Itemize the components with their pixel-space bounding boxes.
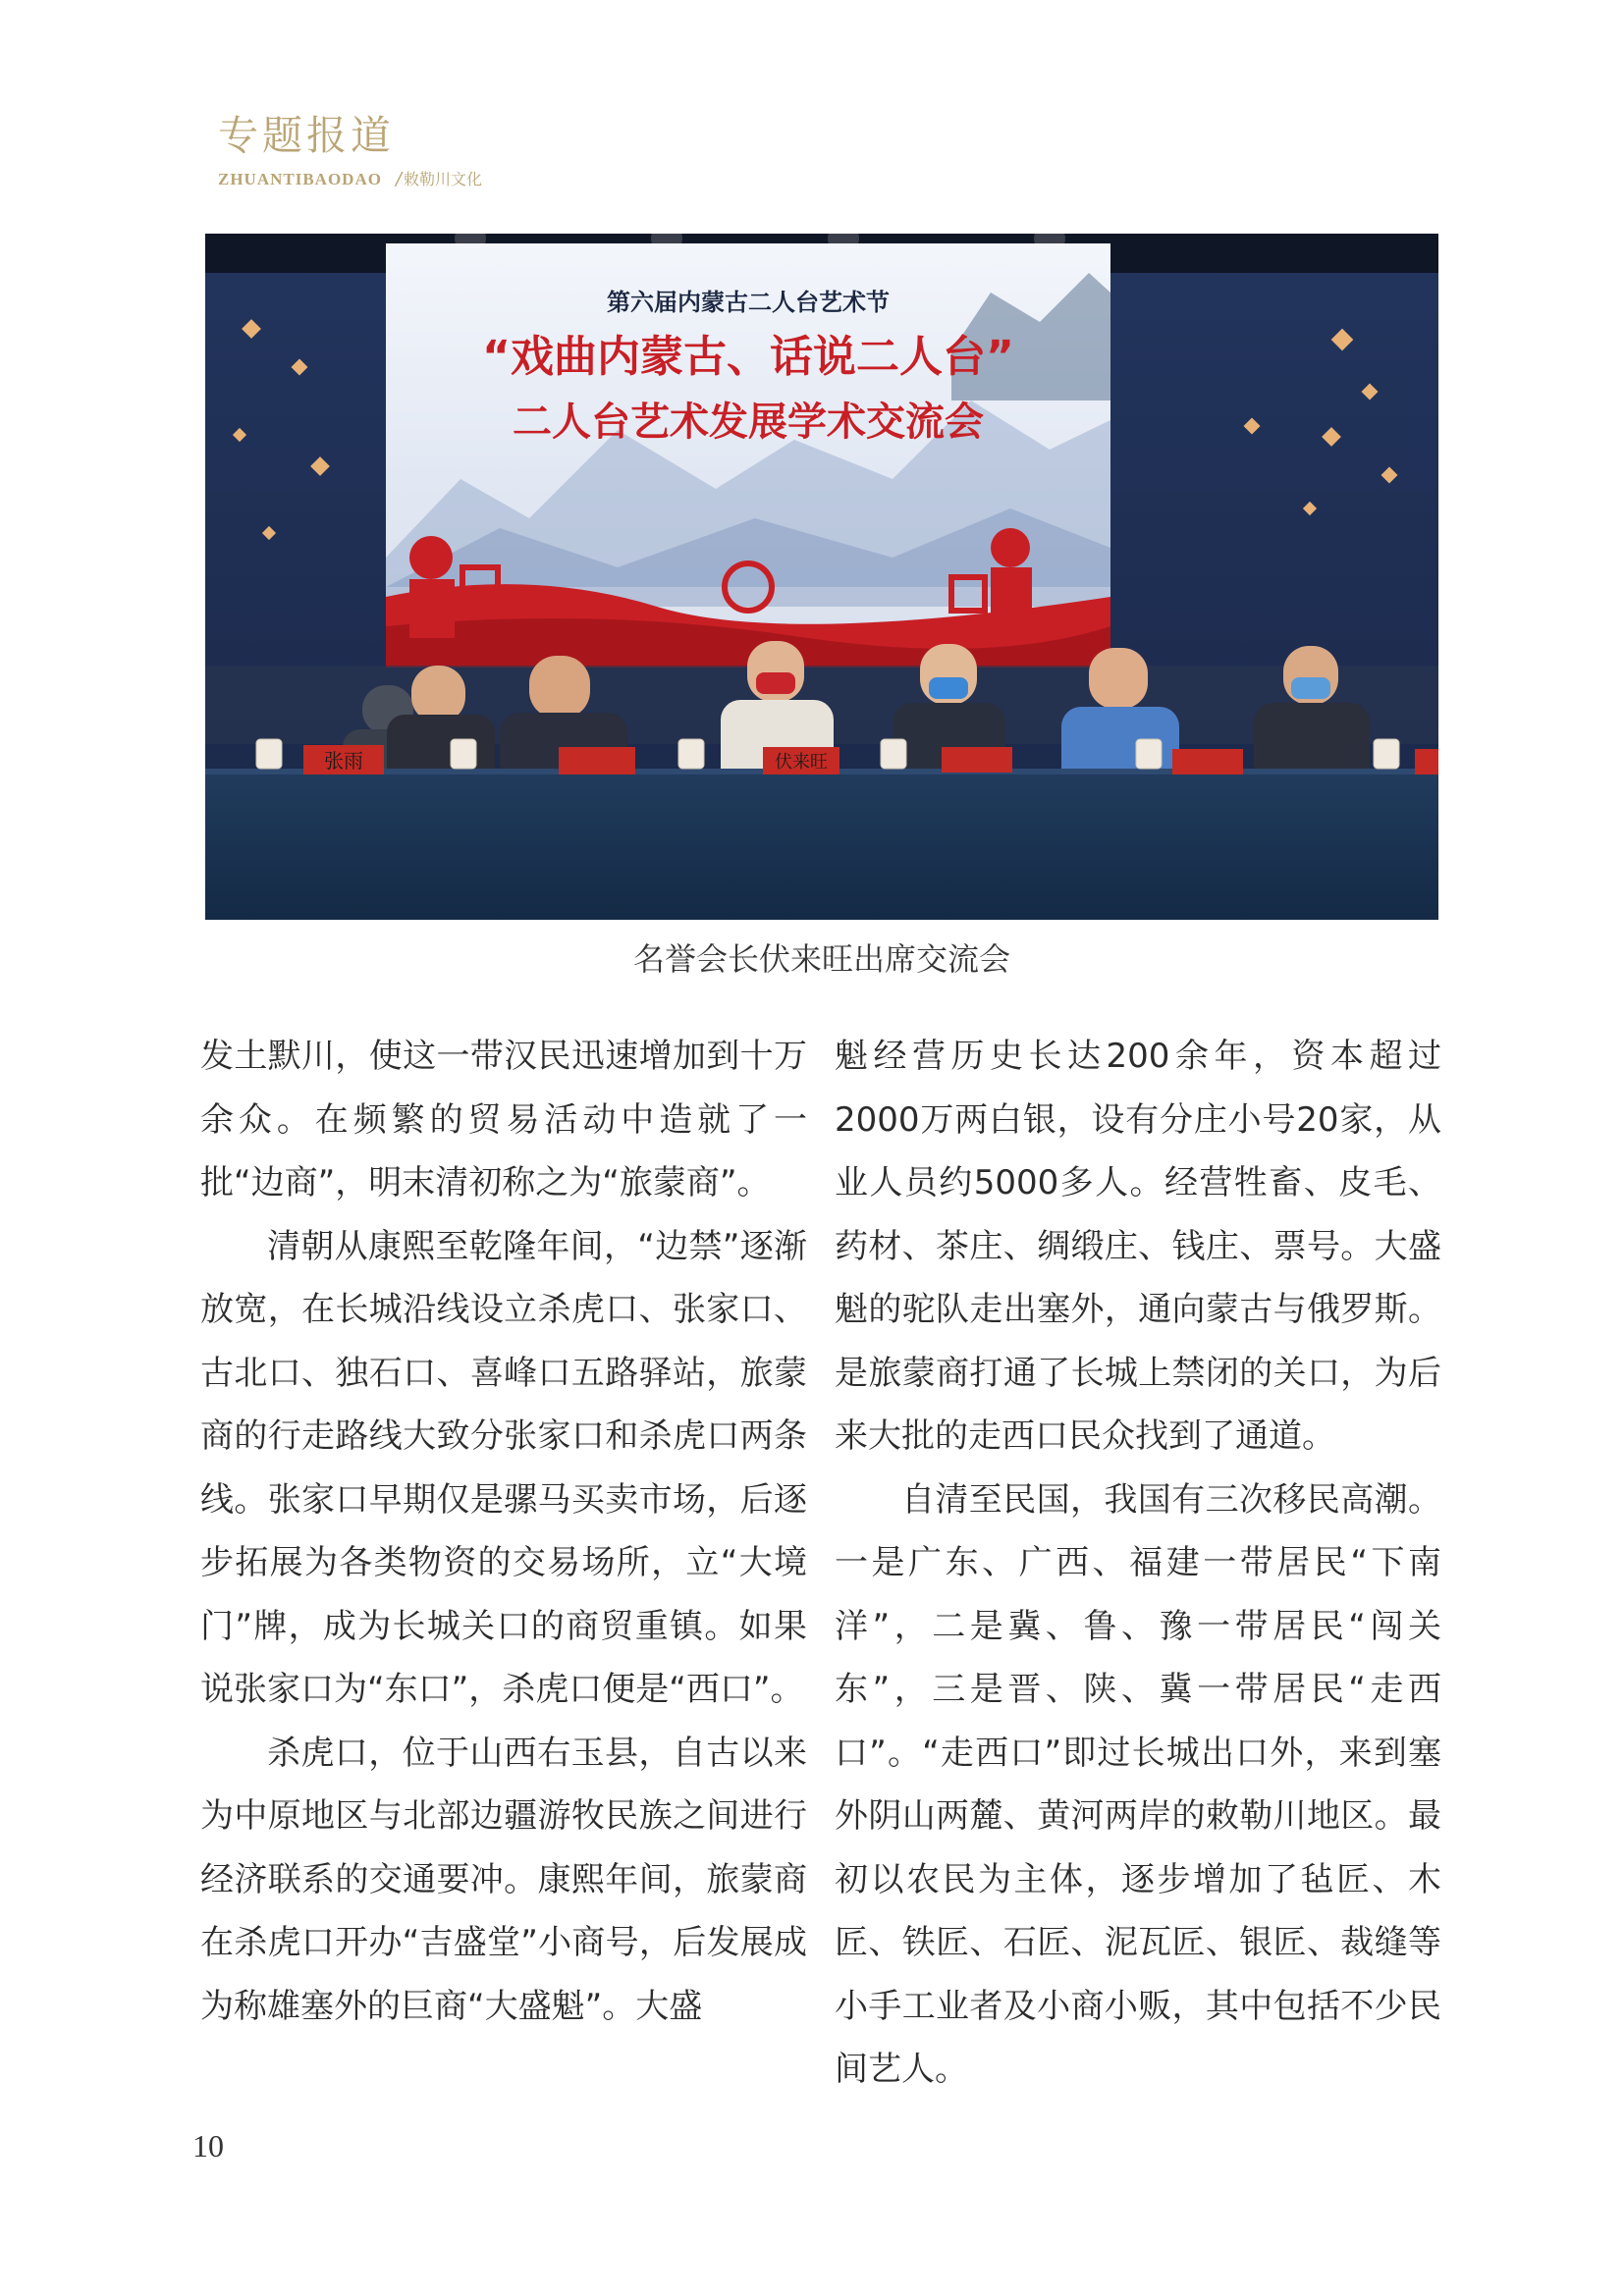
section-pinyin: ZHUANTIBAODAO — [218, 170, 382, 188]
nameplate-fu-laiwang: 伏来旺 — [775, 752, 828, 773]
paragraph: 魁经营历史长达200余年，资本超过2000万两白银，设有分庄小号20家，从业人员约5000多人。经营牲畜、皮毛、药材、茶庄、绸缎庄、钱庄、票号。大盛魁的驼队走出塞外，通向蒙古与俄罗斯。是旅蒙商打通了长城上禁闭的关口，为后来大批的走西口民众找到了通道。 — [835, 1037, 1441, 1456]
section-separator: / — [395, 169, 403, 189]
article-column-left — [200, 1025, 807, 2038]
section-header — [218, 110, 482, 189]
column-name: 敕勒川文化 — [404, 170, 483, 188]
section-title: 专题报道 — [218, 112, 395, 159]
photo-caption: 名誉会长伏来旺出席交流会 — [632, 940, 1010, 978]
paragraph: 自清至民国，我国有三次移民高潮。一是广东、广西、福建一带居民“下南洋”，二是冀、鲁、豫一带居民“闯关东”，三是晋、陕、冀一带居民“走西口”。“走西口”即过长城出口外，来到塞外阴山两麓、黄河两岸的敕勒川地区。最初以农民为主体，逐步增加了毡匠、木匠、铁匠、石匠、泥瓦匠、银匠、裁缝等小手工业者及小商小贩，其中包括不少民间艺人。 — [835, 1479, 1441, 2089]
paragraph: 杀虎口，位于山西右玉县，自古以来为中原地区与北部边疆游牧民族之间进行经济联系的交通要冲。康熙年间，旅蒙商在杀虎口开办“吉盛堂”小商号，后发展成为称雄塞外的巨商“大盛魁”。大盛 — [200, 1733, 807, 2026]
article-column-right — [835, 1025, 1441, 2102]
paragraph: 清朝从康熙至乾隆年间，“边禁”逐渐放宽，在长城沿线设立杀虎口、张家口、古北口、独石口、喜峰口五路驿站，旅蒙商的行走路线大致分张家口和杀虎口两条线。张家口早期仅是骡马买卖市场，后逐步拓展为各类物资的交易场所，立“大境门”牌，成为长城关口的商贸重镇。如果说张家口为“东口”，杀虎口便是“西口”。 — [200, 1226, 807, 1709]
page-number: 10 — [192, 2128, 224, 2163]
banner-line-2: “戏曲内蒙古、话说二人台” — [482, 332, 1014, 382]
banner-line-3: 二人台艺术发展学术交流会 — [513, 400, 984, 445]
paragraph: 发土默川，使这一带汉民迅速增加到十万余众。在频繁的贸易活动中造就了一批“边商”，明末清初称之为“旅蒙商”。 — [200, 1037, 807, 1202]
event-photo — [205, 234, 1438, 920]
banner-line-1: 第六届内蒙古二人台艺术节 — [607, 288, 890, 316]
nameplate-zhang-yu: 张雨 — [324, 749, 363, 773]
section-subtitle — [218, 167, 482, 189]
